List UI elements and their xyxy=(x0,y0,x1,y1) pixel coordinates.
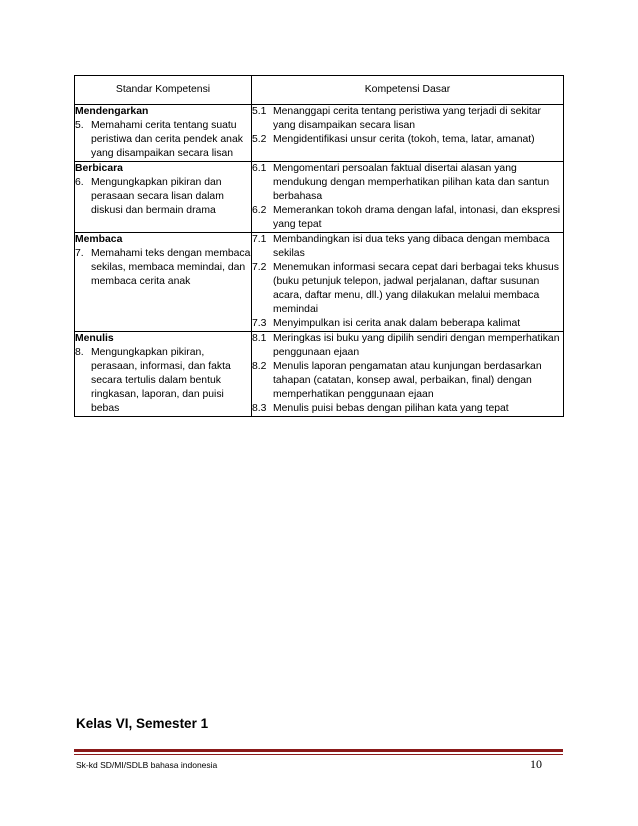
sk-text: Mengungkapkan pikiran dan perasaan secara lisan dalam diskusi dan bermain drama xyxy=(91,177,224,216)
sk-text: Memahami teks dengan membaca sekilas, membaca memindai, dan membaca cerita anak xyxy=(91,248,251,287)
standar-kompetensi-cell xyxy=(75,162,252,233)
kd-text: Menulis puisi bebas dengan pilihan kata yang tepat xyxy=(273,403,509,414)
footer-document-title: Sk-kd SD/MI/SDLB bahasa indonesia xyxy=(76,760,218,770)
kompetensi-dasar-cell xyxy=(252,332,564,417)
kd-text: Meringkas isi buku yang dipilih sendiri dengan memperhatikan penggunaan ejaan xyxy=(273,333,560,358)
kd-number: 6.2 xyxy=(252,205,267,216)
skill-title: Mendengarkan xyxy=(75,106,149,117)
table-header-row xyxy=(75,76,564,105)
kd-text: Menulis laporan pengamatan atau kunjungan berdasarkan tahapan (catatan, konsep awal, perbaikan, final) dengan memperhatikan penggunaan ejaan xyxy=(273,361,542,400)
page-number: 10 xyxy=(530,757,542,771)
kd-number: 8.3 xyxy=(252,403,267,414)
standar-kompetensi-cell xyxy=(75,332,252,417)
kd-text: Menanggapi cerita tentang peristiwa yang terjadi di sekitar yang disampaikan secara lisan xyxy=(273,106,542,131)
kd-text: Mengidentifikasi unsur cerita (tokoh, tema, latar, amanat) xyxy=(273,134,535,145)
table-row xyxy=(75,233,564,332)
kd-text: Mengomentari persoalan faktual disertai alasan yang mendukung dengan memperhatikan pilihan kata dan santun berbahasa xyxy=(273,163,550,202)
skill-title: Menulis xyxy=(75,333,114,344)
competency-table xyxy=(74,75,564,417)
section-heading: Kelas VI, Semester 1 xyxy=(76,716,209,731)
kd-number: 7.3 xyxy=(252,318,267,329)
footer-rule-thick xyxy=(74,749,563,752)
table-row xyxy=(75,162,564,233)
kd-text: Menyimpulkan isi cerita anak dalam beberapa kalimat xyxy=(273,318,521,329)
table-row xyxy=(75,332,564,417)
kompetensi-dasar-cell xyxy=(252,162,564,233)
kompetensi-dasar-cell xyxy=(252,233,564,332)
footer-rule-thin xyxy=(74,754,563,755)
kd-number: 7.1 xyxy=(252,234,267,245)
kd-number: 7.2 xyxy=(252,262,267,273)
skill-title: Membaca xyxy=(75,234,123,245)
standar-kompetensi-cell xyxy=(75,233,252,332)
kd-number: 6.1 xyxy=(252,163,267,174)
kd-number: 8.1 xyxy=(252,333,267,344)
kd-text: Menemukan informasi secara cepat dari berbagai teks khusus (buku petunjuk telepon, jadwal perjalanan, daftar susunan acara, daftar menu, dll.) yang dilakukan melalui membaca memindai xyxy=(273,262,559,315)
table-row xyxy=(75,105,564,162)
sk-number: 8. xyxy=(75,347,84,358)
kompetensi-dasar-cell xyxy=(252,105,564,162)
sk-number: 5. xyxy=(75,120,84,131)
sk-number: 7. xyxy=(75,248,84,259)
standar-kompetensi-cell xyxy=(75,105,252,162)
kd-text: Membandingkan isi dua teks yang dibaca dengan membaca sekilas xyxy=(273,234,550,259)
sk-text: Memahami cerita tentang suatu peristiwa dan cerita pendek anak yang disampaikan secara lisan xyxy=(91,120,243,159)
header-standar-kompetensi: Standar Kompetensi xyxy=(75,76,252,105)
sk-text: Mengungkapkan pikiran, perasaan, informasi, dan fakta secara tertulis dalam bentuk ringkasan, laporan, dan puisi bebas xyxy=(91,347,231,414)
kd-text: Memerankan tokoh drama dengan lafal, intonasi, dan ekspresi yang tepat xyxy=(273,205,561,230)
skill-title: Berbicara xyxy=(75,163,123,174)
header-kompetensi-dasar: Kompetensi Dasar xyxy=(252,76,564,105)
kd-number: 5.2 xyxy=(252,134,267,145)
kd-number: 5.1 xyxy=(252,106,267,117)
kd-number: 8.2 xyxy=(252,361,267,372)
sk-number: 6. xyxy=(75,177,84,188)
